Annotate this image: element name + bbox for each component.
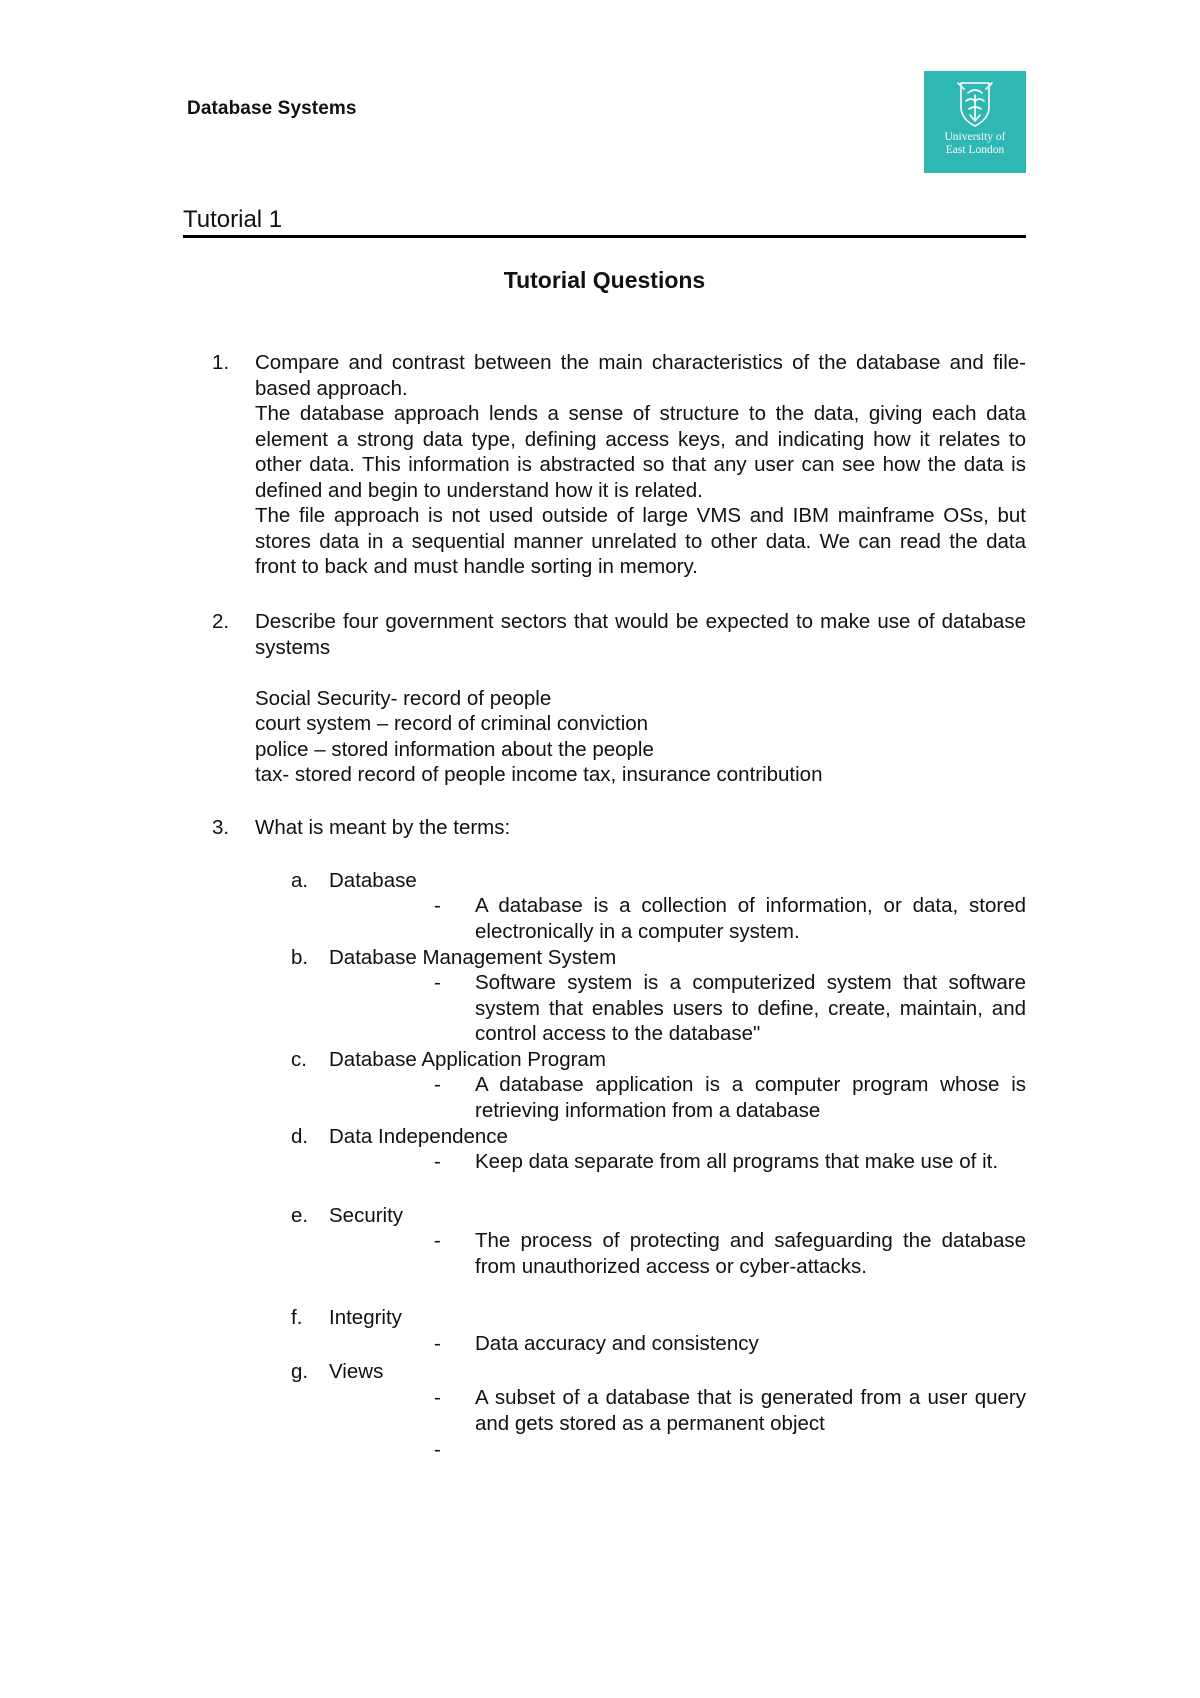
answer-paragraph: The database approach lends a sense of structure to the data, giving each data element a strong data type, defining access keys, and indicating how it relates to other data. This information is abstracted so that any user can see how the data is defined and begin to understand how it is related. — [255, 402, 1026, 502]
term-label: Database — [329, 869, 417, 892]
term-letter: f. — [291, 1306, 303, 1329]
heading-divider — [183, 235, 1026, 238]
dash-bullet: - — [434, 1073, 441, 1096]
term-letter: b. — [291, 946, 309, 969]
sector-item: court system – record of criminal conviction — [255, 712, 649, 735]
question-prompt: Describe four government sectors that would be expected to make use of database systems — [255, 610, 1026, 659]
dash-bullet: - — [434, 1438, 441, 1461]
dash-bullet: - — [434, 1332, 441, 1355]
term-label: Views — [329, 1360, 384, 1383]
dash-bullet: - — [434, 894, 441, 917]
term-label: Database Management System — [329, 946, 617, 969]
term-label: Data Independence — [329, 1125, 508, 1148]
question-content — [255, 609, 1026, 788]
term-letter: g. — [291, 1360, 309, 1383]
dash-bullet: - — [434, 1229, 441, 1252]
tutorial-heading: Tutorial 1 — [183, 206, 283, 233]
definition-text: The process of protecting and safeguarding the database from unauthorized access or cyber-attacks. — [475, 1229, 1026, 1278]
university-logo — [924, 71, 1026, 173]
question-prompt: What is meant by the terms: — [255, 816, 511, 839]
dash-bullet: - — [434, 971, 441, 994]
section-title: Tutorial Questions — [503, 267, 706, 293]
term-letter: c. — [291, 1048, 307, 1071]
definition-text: A subset of a database that is generated from a user query and gets stored as a permanent object — [475, 1386, 1026, 1435]
term-label: Database Application Program — [329, 1048, 606, 1071]
logo-text-line2: East London — [945, 144, 1005, 156]
question-number: 3. — [212, 816, 230, 839]
question-content — [255, 350, 1026, 580]
logo-text-line1: University of — [944, 131, 1006, 143]
dash-bullet: - — [434, 1150, 441, 1173]
question-content — [255, 815, 1026, 841]
definition-text: Keep data separate from all programs that make use of it. — [475, 1150, 999, 1173]
answer-paragraph: The file approach is not used outside of large VMS and IBM mainframe OSs, but stores data in a sequential manner unrelated to other data. We can read the data front to back and must handle sorting in memory. — [255, 504, 1026, 578]
term-letter: d. — [291, 1125, 309, 1148]
term-label: Integrity — [329, 1306, 402, 1329]
term-label: Security — [329, 1204, 404, 1227]
definition-text: Software system is a computerized system that software system that enables users to define, create, maintain, and control access to the database" — [475, 971, 1026, 1045]
sector-item: tax- stored record of people income tax, insurance contribution — [255, 763, 823, 786]
term-letter: a. — [291, 869, 309, 892]
sector-item: Social Security- record of people — [255, 686, 552, 710]
dash-bullet: - — [434, 1386, 441, 1409]
question-number: 2. — [212, 610, 230, 633]
course-title: Database Systems — [187, 98, 357, 119]
definition-text: A database application is a computer program whose is retrieving information from a database — [475, 1073, 1026, 1122]
question-prompt: Compare and contrast between the main characteristics of the database and file-based approach. — [255, 351, 1026, 400]
question-number: 1. — [212, 351, 230, 374]
definition-text: Data accuracy and consistency — [475, 1332, 759, 1355]
phoenix-emblem-icon — [924, 71, 1026, 173]
sector-item: police – stored information about the people — [255, 737, 654, 761]
term-letter: e. — [291, 1204, 309, 1227]
definition-text: A database is a collection of information, or data, stored electronically in a computer system. — [475, 894, 1026, 943]
